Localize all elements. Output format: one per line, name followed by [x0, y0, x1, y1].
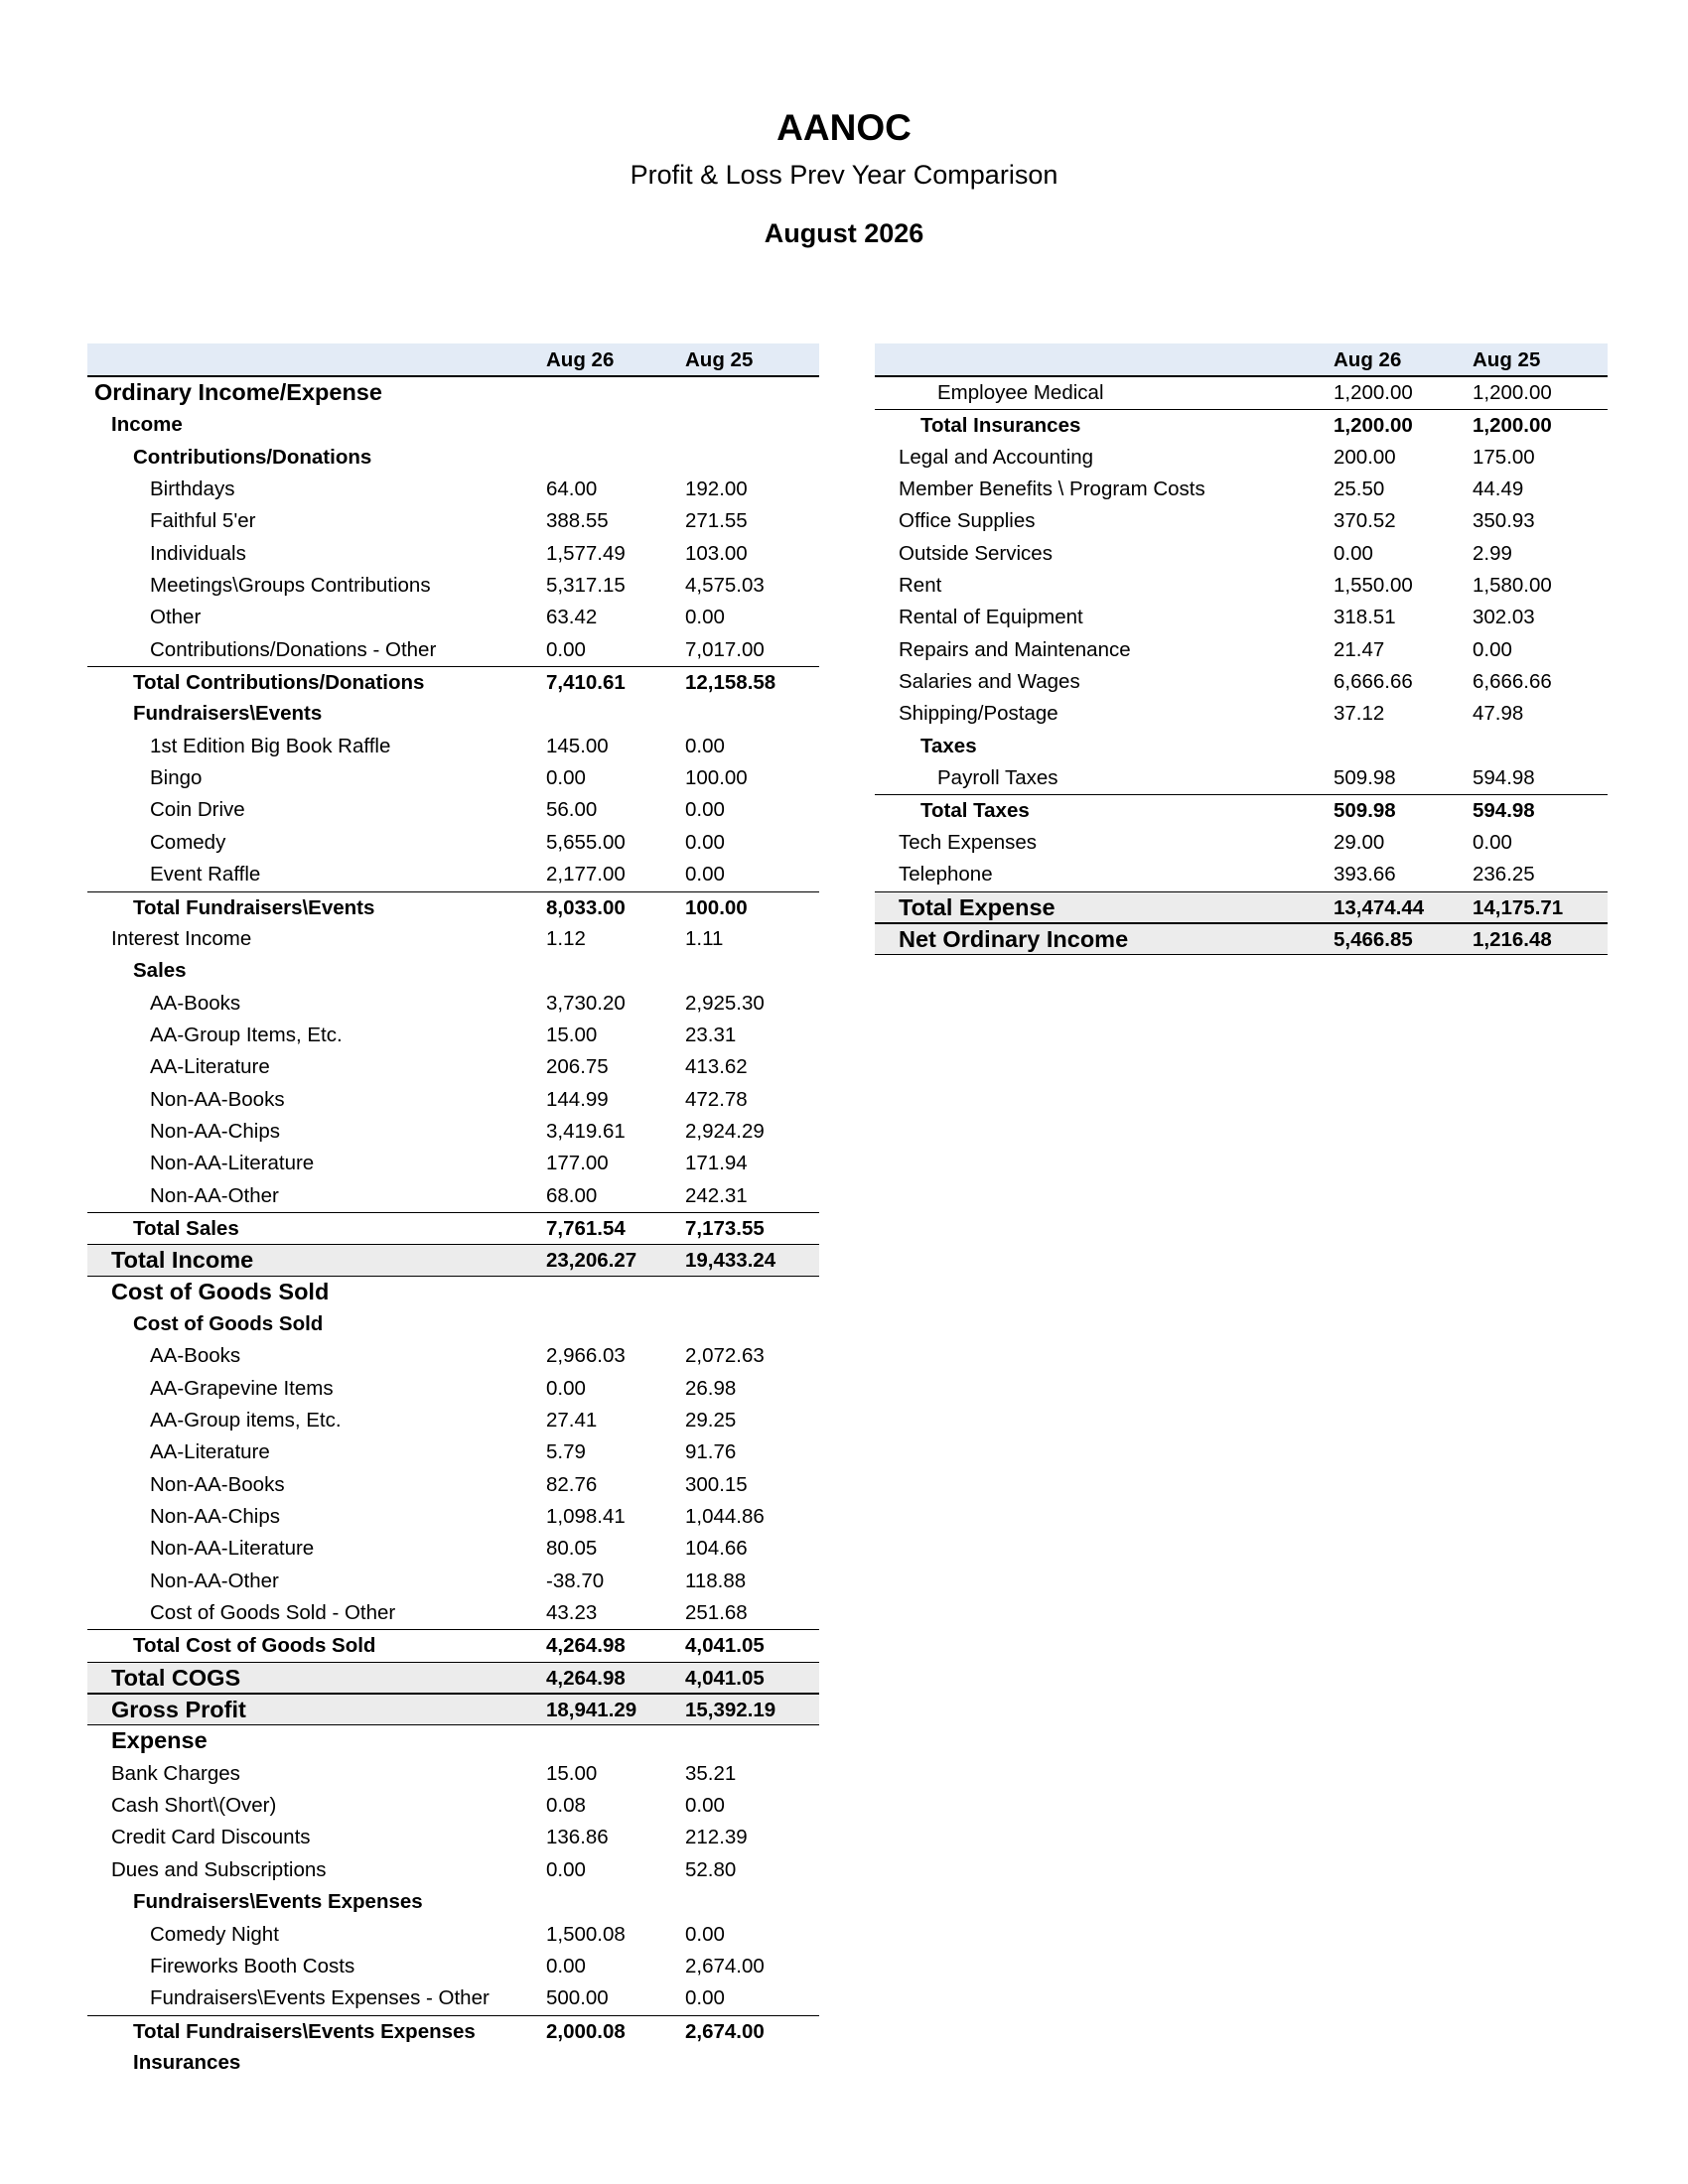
row-label: Gross Profit — [111, 1697, 246, 1723]
amount-aug-25: 0.00 — [685, 606, 725, 629]
column-header-aug-26: Aug 26 — [546, 348, 615, 371]
row-label: Birthdays — [150, 478, 235, 501]
row-label: Net Ordinary Income — [899, 925, 1129, 952]
amount-aug-25: 1,200.00 — [1473, 381, 1552, 404]
account-row — [87, 1854, 819, 1886]
amount-aug-26: 206.75 — [546, 1055, 609, 1079]
section-header-row — [87, 1277, 819, 1308]
row-label: Telephone — [899, 863, 993, 887]
account-row — [87, 1020, 819, 1051]
section-header-row — [87, 955, 819, 987]
amount-aug-25: 104.66 — [685, 1537, 748, 1561]
amount-aug-25: 192.00 — [685, 478, 748, 501]
row-label: Fundraisers\Events Expenses - Other — [150, 1986, 490, 2010]
amount-aug-25: 302.03 — [1473, 606, 1535, 629]
amount-aug-26: 200.00 — [1334, 445, 1396, 469]
account-row — [875, 377, 1608, 409]
row-label: Office Supplies — [899, 509, 1036, 533]
row-label: Non-AA-Literature — [150, 1537, 315, 1561]
section-header-row — [87, 1308, 819, 1340]
amount-aug-26: 2,177.00 — [546, 863, 626, 887]
amount-aug-25: 251.68 — [685, 1601, 748, 1625]
amount-aug-25: 2,072.63 — [685, 1344, 765, 1368]
amount-aug-26: 43.23 — [546, 1601, 598, 1625]
row-label: Credit Card Discounts — [111, 1826, 311, 1849]
amount-aug-25: 1,216.48 — [1473, 927, 1552, 951]
row-label: Payroll Taxes — [937, 766, 1058, 790]
row-label: Contributions/Donations — [133, 445, 372, 469]
amount-aug-26: 63.42 — [546, 606, 598, 629]
row-label: Expense — [111, 1727, 208, 1754]
amount-aug-25: 0.00 — [1473, 637, 1512, 661]
amount-aug-25: 300.15 — [685, 1472, 748, 1496]
amount-aug-25: 0.00 — [685, 734, 725, 757]
row-label: AA-Group Items, Etc. — [150, 1023, 343, 1046]
amount-aug-25: 52.80 — [685, 1857, 737, 1881]
amount-aug-25: 2.99 — [1473, 541, 1512, 565]
amount-aug-26: 3,419.61 — [546, 1119, 626, 1143]
row-label: Non-AA-Other — [150, 1183, 279, 1207]
row-label: Total Taxes — [920, 799, 1030, 823]
row-label: Fundraisers\Events Expenses — [133, 1890, 423, 1914]
account-row — [87, 1597, 819, 1629]
row-label: Total Fundraisers\Events — [133, 895, 375, 919]
amount-aug-25: 171.94 — [685, 1152, 748, 1175]
account-row — [875, 570, 1608, 602]
row-label: Fireworks Booth Costs — [150, 1954, 355, 1978]
row-label: Contributions/Donations - Other — [150, 637, 437, 661]
account-row — [87, 570, 819, 602]
amount-aug-25: 175.00 — [1473, 445, 1535, 469]
section-header-row — [87, 442, 819, 474]
account-row — [87, 827, 819, 859]
total-row — [875, 891, 1608, 923]
account-row — [87, 1373, 819, 1405]
account-row — [875, 698, 1608, 730]
row-label: Total COGS — [111, 1664, 241, 1691]
amount-aug-25: 7,017.00 — [685, 637, 765, 661]
amount-aug-26: -38.70 — [546, 1569, 605, 1592]
row-label: Non-AA-Other — [150, 1569, 279, 1592]
amount-aug-26: 3,730.20 — [546, 991, 626, 1015]
report-header — [0, 105, 1688, 251]
row-label: Taxes — [920, 734, 977, 757]
amount-aug-25: 19,433.24 — [685, 1249, 776, 1273]
amount-aug-26: 0.00 — [546, 637, 586, 661]
section-header-row — [87, 1725, 819, 1757]
amount-aug-25: 212.39 — [685, 1826, 748, 1849]
row-label: Bank Charges — [111, 1761, 240, 1785]
amount-aug-26: 13,474.44 — [1334, 895, 1425, 919]
row-label: Total Fundraisers\Events Expenses — [133, 2019, 476, 2043]
amount-aug-26: 0.08 — [546, 1794, 586, 1818]
amount-aug-25: 4,041.05 — [685, 1666, 765, 1690]
account-row — [875, 602, 1608, 633]
amount-aug-25: 1,580.00 — [1473, 574, 1552, 598]
account-row — [87, 794, 819, 826]
row-label: Total Income — [111, 1247, 254, 1274]
amount-aug-26: 145.00 — [546, 734, 609, 757]
section-header-row — [87, 409, 819, 441]
row-label: Sales — [133, 959, 187, 983]
amount-aug-25: 236.25 — [1473, 863, 1535, 887]
account-row — [875, 474, 1608, 505]
account-row — [87, 602, 819, 633]
amount-aug-26: 388.55 — [546, 509, 609, 533]
account-row — [87, 1340, 819, 1372]
row-label: Legal and Accounting — [899, 445, 1094, 469]
amount-aug-26: 509.98 — [1334, 766, 1396, 790]
amount-aug-26: 1.12 — [546, 926, 586, 950]
row-label: Faithful 5'er — [150, 509, 256, 533]
row-label: Salaries and Wages — [899, 670, 1080, 694]
amount-aug-26: 8,033.00 — [546, 895, 626, 919]
row-label: Meetings\Groups Contributions — [150, 574, 431, 598]
amount-aug-26: 318.51 — [1334, 606, 1396, 629]
account-row — [87, 474, 819, 505]
amount-aug-25: 0.00 — [685, 1794, 725, 1818]
row-label: Income — [111, 413, 183, 437]
total-row — [87, 1244, 819, 1276]
report-title: Profit & Loss Prev Year Comparison — [630, 160, 1058, 190]
amount-aug-25: 15,392.19 — [685, 1699, 776, 1722]
amount-aug-26: 6,666.66 — [1334, 670, 1413, 694]
account-row — [87, 762, 819, 794]
row-label: Bingo — [150, 766, 203, 790]
row-label: Coin Drive — [150, 798, 245, 822]
account-row — [87, 1180, 819, 1212]
total-row — [875, 794, 1608, 826]
amount-aug-25: 0.00 — [685, 798, 725, 822]
organization-name: AANOC — [776, 107, 912, 148]
amount-aug-26: 23,206.27 — [546, 1249, 637, 1273]
row-label: Total Contributions/Donations — [133, 671, 425, 695]
amount-aug-25: 4,575.03 — [685, 574, 765, 598]
total-row — [87, 1212, 819, 1244]
amount-aug-25: 12,158.58 — [685, 671, 776, 695]
amount-aug-26: 509.98 — [1334, 799, 1396, 823]
account-row — [875, 442, 1608, 474]
total-row — [875, 923, 1608, 955]
column-header-aug-25: Aug 25 — [1473, 348, 1541, 371]
amount-aug-25: 2,924.29 — [685, 1119, 765, 1143]
column-header-row — [875, 343, 1608, 377]
account-row — [875, 859, 1608, 890]
amount-aug-25: 2,674.00 — [685, 1954, 765, 1978]
amount-aug-26: 5.79 — [546, 1440, 586, 1464]
amount-aug-25: 594.98 — [1473, 766, 1535, 790]
account-row — [87, 1436, 819, 1468]
amount-aug-25: 0.00 — [1473, 830, 1512, 854]
total-row — [87, 1629, 819, 1661]
account-row — [875, 538, 1608, 570]
amount-aug-26: 37.12 — [1334, 702, 1385, 726]
amount-aug-26: 80.05 — [546, 1537, 598, 1561]
amount-aug-26: 64.00 — [546, 478, 598, 501]
total-row — [87, 891, 819, 923]
account-row — [87, 505, 819, 537]
account-row — [87, 1822, 819, 1853]
amount-aug-26: 2,000.08 — [546, 2019, 626, 2043]
column-header-row — [87, 343, 819, 377]
account-row — [87, 1051, 819, 1083]
row-label: Non-AA-Books — [150, 1472, 285, 1496]
column-header-aug-25: Aug 25 — [685, 348, 754, 371]
row-label: Member Benefits \ Program Costs — [899, 478, 1205, 501]
account-row — [87, 634, 819, 666]
amount-aug-26: 7,410.61 — [546, 671, 626, 695]
account-row — [87, 1116, 819, 1148]
amount-aug-26: 0.00 — [546, 1376, 586, 1400]
amount-aug-26: 5,317.15 — [546, 574, 626, 598]
row-label: Other — [150, 606, 202, 629]
total-row — [875, 409, 1608, 441]
amount-aug-26: 500.00 — [546, 1986, 609, 2010]
amount-aug-26: 1,200.00 — [1334, 414, 1413, 438]
amount-aug-25: 7,173.55 — [685, 1216, 765, 1240]
amount-aug-25: 413.62 — [685, 1055, 748, 1079]
account-row — [87, 1084, 819, 1116]
amount-aug-26: 7,761.54 — [546, 1216, 626, 1240]
account-row — [875, 505, 1608, 537]
row-label: AA-Books — [150, 1344, 241, 1368]
row-label: Total Expense — [899, 893, 1055, 920]
amount-aug-25: 26.98 — [685, 1376, 737, 1400]
amount-aug-25: 472.78 — [685, 1087, 748, 1111]
amount-aug-25: 100.00 — [685, 766, 748, 790]
amount-aug-25: 35.21 — [685, 1761, 737, 1785]
amount-aug-25: 29.25 — [685, 1409, 737, 1432]
total-row — [87, 1662, 819, 1694]
amount-aug-25: 14,175.71 — [1473, 895, 1564, 919]
account-row — [87, 731, 819, 762]
row-label: AA-Literature — [150, 1055, 270, 1079]
amount-aug-25: 6,666.66 — [1473, 670, 1552, 694]
section-header-row — [87, 698, 819, 730]
amount-aug-25: 0.00 — [685, 1986, 725, 2010]
row-label: Total Cost of Goods Sold — [133, 1634, 376, 1658]
account-row — [875, 666, 1608, 698]
amount-aug-26: 136.86 — [546, 1826, 609, 1849]
row-label: 1st Edition Big Book Raffle — [150, 734, 391, 757]
amount-aug-25: 350.93 — [1473, 509, 1535, 533]
row-label: Rental of Equipment — [899, 606, 1083, 629]
row-label: Event Raffle — [150, 863, 261, 887]
amount-aug-26: 2,966.03 — [546, 1344, 626, 1368]
account-row — [87, 1469, 819, 1501]
amount-aug-26: 1,098.41 — [546, 1505, 626, 1529]
amount-aug-26: 5,466.85 — [1334, 927, 1413, 951]
amount-aug-25: 44.49 — [1473, 478, 1524, 501]
row-label: AA-Grapevine Items — [150, 1376, 334, 1400]
account-row — [87, 1951, 819, 1982]
row-label: Ordinary Income/Expense — [94, 379, 382, 405]
row-label: Non-AA-Literature — [150, 1152, 315, 1175]
amount-aug-25: 1,044.86 — [685, 1505, 765, 1529]
amount-aug-26: 56.00 — [546, 798, 598, 822]
amount-aug-25: 2,674.00 — [685, 2019, 765, 2043]
section-header-row — [87, 1886, 819, 1918]
account-row — [87, 1790, 819, 1822]
amount-aug-26: 1,200.00 — [1334, 381, 1413, 404]
report-period: August 2026 — [764, 218, 924, 248]
account-row — [875, 762, 1608, 794]
amount-aug-26: 1,550.00 — [1334, 574, 1413, 598]
row-label: Dues and Subscriptions — [111, 1857, 327, 1881]
account-row — [875, 634, 1608, 666]
account-row — [87, 1919, 819, 1951]
amount-aug-26: 1,577.49 — [546, 541, 626, 565]
account-row — [87, 538, 819, 570]
amount-aug-25: 594.98 — [1473, 799, 1535, 823]
row-label: Total Sales — [133, 1216, 239, 1240]
amount-aug-25: 271.55 — [685, 509, 748, 533]
account-row — [87, 988, 819, 1020]
row-label: Interest Income — [111, 926, 252, 950]
row-label: Non-AA-Books — [150, 1087, 285, 1111]
account-row — [87, 859, 819, 890]
row-label: Shipping/Postage — [899, 702, 1058, 726]
row-label: Insurances — [133, 2050, 241, 2074]
row-label: Cost of Goods Sold — [111, 1278, 330, 1304]
right-table-body — [875, 377, 1608, 955]
row-label: Outside Services — [899, 541, 1053, 565]
account-row — [87, 1982, 819, 2014]
row-label: Rent — [899, 574, 942, 598]
row-label: Tech Expenses — [899, 830, 1038, 854]
account-row — [87, 1566, 819, 1597]
right-column-table — [875, 343, 1608, 955]
account-row — [875, 827, 1608, 859]
amount-aug-26: 0.00 — [1334, 541, 1373, 565]
row-label: Fundraisers\Events — [133, 702, 323, 726]
account-row — [87, 1405, 819, 1436]
column-header-aug-26: Aug 26 — [1334, 348, 1402, 371]
amount-aug-26: 0.00 — [546, 1857, 586, 1881]
amount-aug-25: 242.31 — [685, 1183, 748, 1207]
section-header-row — [875, 731, 1608, 762]
row-label: AA-Literature — [150, 1440, 270, 1464]
row-label: Comedy — [150, 830, 226, 854]
account-row — [87, 1148, 819, 1179]
left-table-body — [87, 377, 819, 2079]
amount-aug-26: 29.00 — [1334, 830, 1385, 854]
amount-aug-26: 393.66 — [1334, 863, 1396, 887]
total-row — [87, 2015, 819, 2047]
row-label: AA-Books — [150, 991, 241, 1015]
section-header-row — [87, 377, 819, 409]
total-row — [87, 666, 819, 698]
amount-aug-26: 15.00 — [546, 1761, 598, 1785]
amount-aug-26: 177.00 — [546, 1152, 609, 1175]
amount-aug-26: 370.52 — [1334, 509, 1396, 533]
amount-aug-25: 103.00 — [685, 541, 748, 565]
amount-aug-25: 1.11 — [685, 926, 724, 950]
amount-aug-25: 0.00 — [685, 863, 725, 887]
amount-aug-26: 15.00 — [546, 1023, 598, 1046]
account-row — [87, 1758, 819, 1790]
row-label: AA-Group items, Etc. — [150, 1409, 342, 1432]
amount-aug-25: 0.00 — [685, 830, 725, 854]
amount-aug-25: 118.88 — [685, 1569, 747, 1592]
row-label: Employee Medical — [937, 381, 1104, 404]
amount-aug-26: 21.47 — [1334, 637, 1385, 661]
row-label: Non-AA-Chips — [150, 1505, 281, 1529]
row-label: Repairs and Maintenance — [899, 637, 1131, 661]
row-label: Non-AA-Chips — [150, 1119, 281, 1143]
amount-aug-26: 5,655.00 — [546, 830, 626, 854]
amount-aug-25: 0.00 — [685, 1922, 725, 1946]
account-row — [87, 923, 819, 955]
amount-aug-25: 23.31 — [685, 1023, 737, 1046]
amount-aug-26: 1,500.08 — [546, 1922, 626, 1946]
row-label: Cost of Goods Sold — [133, 1311, 324, 1335]
amount-aug-26: 4,264.98 — [546, 1634, 626, 1658]
amount-aug-25: 4,041.05 — [685, 1634, 765, 1658]
amount-aug-25: 100.00 — [685, 895, 748, 919]
amount-aug-25: 47.98 — [1473, 702, 1524, 726]
total-row — [87, 1694, 819, 1725]
row-label: Individuals — [150, 541, 246, 565]
row-label: Cash Short\(Over) — [111, 1794, 277, 1818]
amount-aug-26: 25.50 — [1334, 478, 1385, 501]
amount-aug-26: 0.00 — [546, 1954, 586, 1978]
amount-aug-26: 18,941.29 — [546, 1699, 637, 1722]
amount-aug-26: 82.76 — [546, 1472, 598, 1496]
amount-aug-26: 4,264.98 — [546, 1666, 626, 1690]
left-column-table — [87, 343, 819, 2079]
amount-aug-26: 27.41 — [546, 1409, 598, 1432]
row-label: Comedy Night — [150, 1922, 279, 1946]
row-label: Total Insurances — [920, 414, 1081, 438]
account-row — [87, 1533, 819, 1565]
amount-aug-25: 1,200.00 — [1473, 414, 1552, 438]
amount-aug-25: 2,925.30 — [685, 991, 765, 1015]
row-label: Cost of Goods Sold - Other — [150, 1601, 396, 1625]
amount-aug-26: 144.99 — [546, 1087, 609, 1111]
amount-aug-26: 68.00 — [546, 1183, 598, 1207]
amount-aug-25: 91.76 — [685, 1440, 737, 1464]
amount-aug-26: 0.00 — [546, 766, 586, 790]
section-header-row — [87, 2047, 819, 2079]
account-row — [87, 1501, 819, 1533]
